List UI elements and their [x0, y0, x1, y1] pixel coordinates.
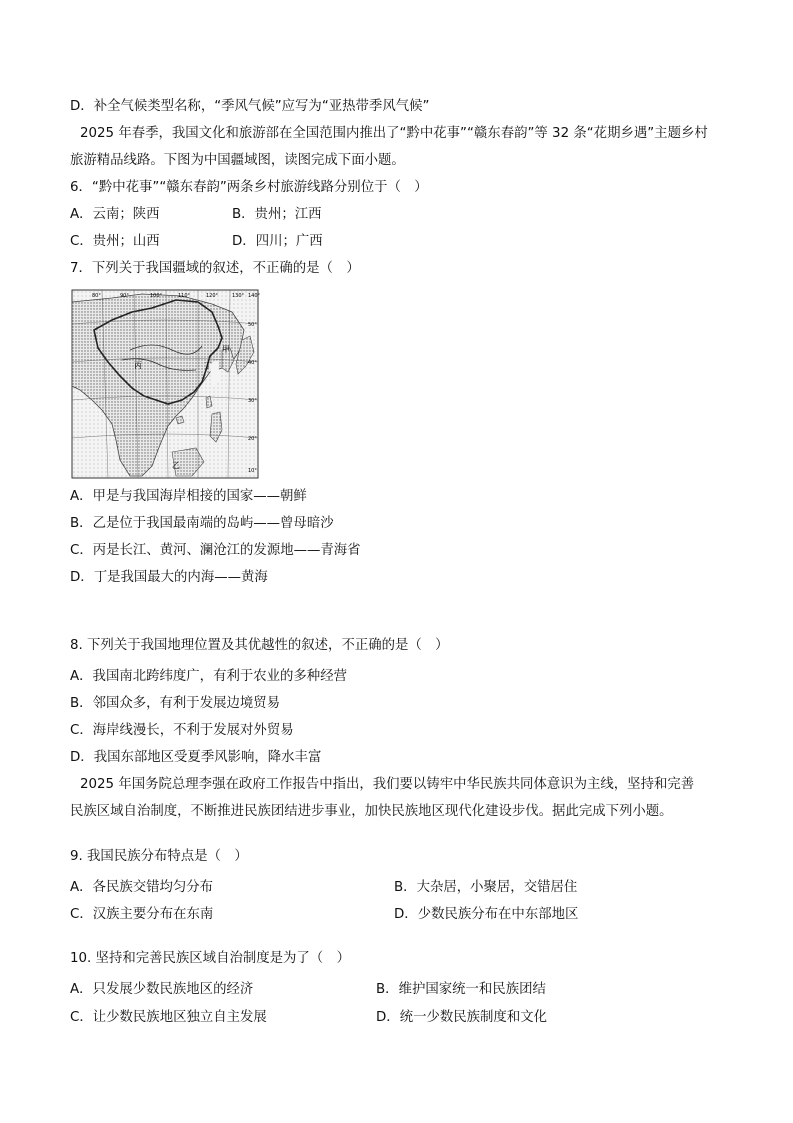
lat-label-40: 40° [248, 360, 257, 366]
lon-label-110: 110° [178, 293, 191, 299]
q8-option-d: D．我国东部地区受夏季风影响，降水丰富 [70, 750, 322, 765]
q10-option-d: D．统一少数民族制度和文化 [376, 1010, 547, 1025]
q7-option-c: C．丙是长江、黄河、澜沧江的发源地——青海省 [70, 543, 361, 558]
q10-option-b: B．维护国家统一和民族团结 [376, 982, 546, 997]
map-label-yi: 乙 [172, 461, 180, 470]
map-label-bing: 丙 [134, 361, 142, 370]
q7-option-b: B．乙是位于我国最南端的岛屿——曾母暗沙 [70, 516, 334, 531]
lon-label-90: 90° [120, 293, 129, 299]
q9-option-d: D．少数民族分布在中东部地区 [394, 907, 579, 922]
map-label-jia: 甲 [222, 345, 230, 354]
q5-option-d: D．补全气候类型名称，“季风气候”应写为“亚热带季风气候” [70, 99, 430, 114]
q9-stem: 9. 我国民族分布特点是（ ） [70, 849, 248, 864]
q8-option-b: B．邻国众多，有利于发展边境贸易 [70, 696, 281, 711]
lon-label-100: 100° [150, 293, 163, 299]
lat-label-10: 10° [248, 468, 257, 474]
q9-option-b: B．大杂居，小聚居，交错居住 [394, 880, 578, 895]
passage1-line1: 2025 年春季，我国文化和旅游部在全国范围内推出了“黔中花事”“赣东春韵”等 32 条“花期乡遇”主题乡村 [80, 126, 708, 141]
q10-option-c: C．让少数民族地区独立自主发展 [70, 1010, 267, 1025]
q6-option-c: C．贵州；山西 [70, 234, 160, 249]
passage2-line1: 2025 年国务院总理李强在政府工作报告中指出，我们要以铸牢中华民族共同体意识为主线，坚持和完善 [80, 777, 695, 792]
q7-stem: 7．下列关于我国疆域的叙述，不正确的是（ ） [70, 261, 360, 276]
q7-option-d: D．丁是我国最大的内海——黄海 [70, 570, 268, 585]
q10-option-a: A．只发展少数民族地区的经济 [70, 982, 254, 997]
q8-stem: 8. 下列关于我国地理位置及其优越性的叙述，不正确的是（ ） [70, 638, 449, 653]
lat-label-30: 30° [248, 398, 257, 404]
q8-option-a: A．我国南北跨纬度广，有利于农业的多种经营 [70, 669, 347, 684]
lat-label-20: 20° [248, 436, 257, 442]
map-label-ding: 丁 [204, 361, 212, 370]
q10-stem: 10. 坚持和完善民族区域自治制度是为了（ ） [70, 951, 350, 966]
lon-label-130: 130° [232, 293, 245, 299]
lon-label-80: 80° [92, 293, 101, 299]
q8-option-c: C．海岸线漫长，不利于发展对外贸易 [70, 723, 294, 738]
passage1-line2: 旅游精品线路。下图为中国疆域图，读图完成下面小题。 [70, 153, 405, 168]
q9-option-c: C．汉族主要分布在东南 [70, 907, 214, 922]
q9-option-a: A．各民族交错均匀分布 [70, 880, 214, 895]
q6-stem: 6．“黔中花事”“赣东春韵”两条乡村旅游线路分别位于（ ） [70, 180, 428, 195]
q6-option-a: A．云南；陕西 [70, 207, 160, 222]
lat-label-50: 50° [248, 322, 257, 328]
lon-label-120: 120° [206, 293, 219, 299]
map-figure [72, 290, 261, 478]
lon-label-140: 140° [248, 293, 261, 299]
q6-option-d: D．四川；广西 [232, 234, 323, 249]
q7-option-a: A．甲是与我国海岸相接的国家——朝鲜 [70, 489, 307, 504]
passage2-line2: 民族区域自治制度，不断推进民族团结进步事业，加快民族地区现代化建设步伐。据此完成下列小题。 [70, 804, 673, 819]
q6-option-b: B．贵州；江西 [232, 207, 322, 222]
china-territory-map [72, 290, 261, 478]
